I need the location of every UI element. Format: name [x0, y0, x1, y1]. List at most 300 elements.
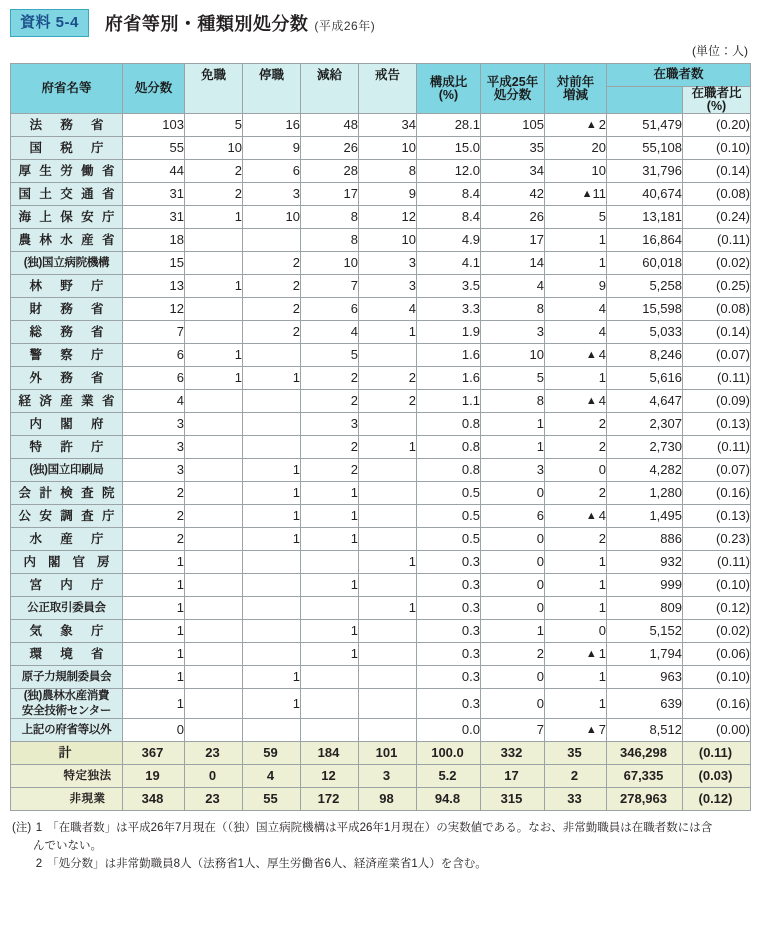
cell-pay-cut: 2: [301, 459, 359, 482]
cell-staff-count: 5,033: [607, 321, 683, 344]
row-label: 特 許 庁: [11, 436, 123, 459]
table-row: [11, 528, 751, 551]
cell-suspension: [243, 551, 301, 574]
cell-prev-year: 42: [481, 183, 545, 206]
row-label: 林 野 庁: [11, 275, 123, 298]
table-body: [11, 114, 751, 811]
row-label: 環 境 省: [11, 643, 123, 666]
row-label: (独)国立印刷局: [11, 459, 123, 482]
cell-pay-cut: 1: [301, 528, 359, 551]
cell-suspension: 2: [243, 275, 301, 298]
cell-dismissal: [185, 551, 243, 574]
cell-suspension: [243, 597, 301, 620]
row-label: 総 務 省: [11, 321, 123, 344]
col-header-staff-ratio-l2: (%): [706, 99, 727, 114]
cell-reprimand: [359, 643, 417, 666]
col-header-staff-ratio-l1: 在職者比: [691, 86, 742, 100]
negative-triangle-icon: ▲: [585, 119, 597, 132]
cell-composition-ratio: 0.5: [417, 505, 481, 528]
cell-reprimand: [359, 574, 417, 597]
cell-total: 1: [123, 620, 185, 643]
cell-composition-ratio: 0.8: [417, 413, 481, 436]
cell-pay-cut: 10: [301, 252, 359, 275]
cell-staff-ratio: (0.07): [683, 344, 751, 367]
cell-total: 7: [123, 321, 185, 344]
cell-composition-ratio: 1.6: [417, 367, 481, 390]
summary-sub-cell-ratio: 94.8: [417, 788, 481, 811]
cell-total: 31: [123, 206, 185, 229]
unit-note: (単位：人): [692, 44, 748, 58]
cell-composition-ratio: 1.9: [417, 321, 481, 344]
summary-sub-cell-teishoku: 4: [243, 765, 301, 788]
summary-sub-cell-delta: 33: [545, 788, 607, 811]
cell-staff-ratio: (0.11): [683, 551, 751, 574]
cell-prev-year: 5: [481, 367, 545, 390]
summary-cell-teishoku: 59: [243, 742, 301, 765]
cell-yoy-change: 1: [545, 229, 607, 252]
cell-total: 2: [123, 505, 185, 528]
row-label: 法 務 省: [11, 114, 123, 137]
col-header-genkyu: 減給: [301, 64, 359, 87]
cell-reprimand: 3: [359, 252, 417, 275]
cell-reprimand: [359, 413, 417, 436]
cell-prev-year: 3: [481, 459, 545, 482]
row-label: 内 閣 官 房: [11, 551, 123, 574]
cell-pay-cut: 26: [301, 137, 359, 160]
table-row: [11, 390, 751, 413]
col-header-composition-ratio-l1: 構成比: [429, 74, 468, 89]
cell-composition-ratio: 4.9: [417, 229, 481, 252]
summary-cell-prev: 332: [481, 742, 545, 765]
table-row: [11, 183, 751, 206]
row-label: 原子力規制委員会: [11, 666, 123, 689]
cell-staff-count: 639: [607, 689, 683, 719]
cell-reprimand: 34: [359, 114, 417, 137]
cell-staff-ratio: (0.02): [683, 252, 751, 275]
summary-sub-cell-staff: 278,963: [607, 788, 683, 811]
cell-dismissal: [185, 574, 243, 597]
cell-composition-ratio: 8.4: [417, 183, 481, 206]
resource-badge: 資料 5-4: [10, 9, 89, 37]
cell-total: 6: [123, 344, 185, 367]
cell-suspension: 6: [243, 160, 301, 183]
cell-pay-cut: 1: [301, 482, 359, 505]
cell-prev-year: 0: [481, 482, 545, 505]
cell-staff-ratio: (0.00): [683, 719, 751, 742]
cell-staff-ratio: (0.10): [683, 137, 751, 160]
table-row: [11, 482, 751, 505]
cell-yoy-change: 0: [545, 620, 607, 643]
cell-pay-cut: 8: [301, 229, 359, 252]
col-header-menshoku-spacer: [185, 87, 243, 114]
cell-composition-ratio: 0.8: [417, 436, 481, 459]
cell-total: 31: [123, 183, 185, 206]
footnote-1-number: 1: [35, 822, 43, 834]
table-row: [11, 436, 751, 459]
table-row: [11, 298, 751, 321]
col-header-composition-ratio: [417, 64, 481, 114]
table-row: [11, 666, 751, 689]
cell-reprimand: 3: [359, 275, 417, 298]
summary-sub-cell-staff-ratio: (0.12): [683, 788, 751, 811]
cell-staff-count: 1,495: [607, 505, 683, 528]
cell-staff-count: 932: [607, 551, 683, 574]
cell-suspension: 16: [243, 114, 301, 137]
cell-yoy-change: 20: [545, 137, 607, 160]
page-title: [105, 10, 375, 36]
cell-reprimand: 10: [359, 137, 417, 160]
cell-reprimand: 1: [359, 551, 417, 574]
cell-pay-cut: 1: [301, 505, 359, 528]
cell-composition-ratio: 4.1: [417, 252, 481, 275]
cell-dismissal: [185, 528, 243, 551]
cell-suspension: [243, 229, 301, 252]
cell-staff-ratio: (0.24): [683, 206, 751, 229]
cell-dismissal: [185, 597, 243, 620]
summary-cell-delta: 35: [545, 742, 607, 765]
cell-total: 55: [123, 137, 185, 160]
col-header-teishoku: 停職: [243, 64, 301, 87]
cell-staff-count: 51,479: [607, 114, 683, 137]
cell-suspension: [243, 344, 301, 367]
cell-reprimand: 12: [359, 206, 417, 229]
cell-suspension: 1: [243, 666, 301, 689]
cell-total: 12: [123, 298, 185, 321]
col-header-prev-year-l1: 平成25年: [486, 74, 539, 89]
footnote-2: [12, 856, 748, 874]
row-label: 気 象 庁: [11, 620, 123, 643]
cell-prev-year: 35: [481, 137, 545, 160]
cell-pay-cut: [301, 719, 359, 742]
cell-staff-ratio: (0.13): [683, 505, 751, 528]
table-row: [11, 114, 751, 137]
cell-suspension: 10: [243, 206, 301, 229]
cell-staff-count: 999: [607, 574, 683, 597]
cell-staff-count: 13,181: [607, 206, 683, 229]
row-label: 財 務 省: [11, 298, 123, 321]
cell-pay-cut: 2: [301, 436, 359, 459]
table-row: [11, 367, 751, 390]
cell-total: 2: [123, 528, 185, 551]
col-header-yoy-change-l2: 増減: [562, 87, 588, 102]
cell-prev-year: 0: [481, 551, 545, 574]
cell-pay-cut: 3: [301, 413, 359, 436]
cell-suspension: [243, 413, 301, 436]
cell-prev-year: 1: [481, 436, 545, 459]
cell-dismissal: [185, 643, 243, 666]
row-label: (独)国立病院機構: [11, 252, 123, 275]
cell-staff-count: 2,730: [607, 436, 683, 459]
cell-suspension: 1: [243, 367, 301, 390]
cell-composition-ratio: 0.8: [417, 459, 481, 482]
cell-staff-ratio: (0.10): [683, 574, 751, 597]
cell-composition-ratio: 0.5: [417, 482, 481, 505]
cell-staff-ratio: (0.13): [683, 413, 751, 436]
cell-pay-cut: 1: [301, 574, 359, 597]
cell-staff-count: 8,512: [607, 719, 683, 742]
cell-staff-count: 55,108: [607, 137, 683, 160]
cell-prev-year: 0: [481, 666, 545, 689]
row-label: 農 林 水 産 省: [11, 229, 123, 252]
cell-yoy-change: 10: [545, 160, 607, 183]
summary-sub-cell-staff-ratio: (0.03): [683, 765, 751, 788]
cell-composition-ratio: 1.1: [417, 390, 481, 413]
cell-reprimand: [359, 482, 417, 505]
col-header-name: 府省名等: [11, 64, 123, 114]
cell-pay-cut: [301, 689, 359, 719]
cell-pay-cut: [301, 666, 359, 689]
disciplinary-actions-table: [10, 63, 751, 811]
cell-pay-cut: 1: [301, 643, 359, 666]
cell-staff-ratio: (0.16): [683, 689, 751, 719]
cell-dismissal: 2: [185, 183, 243, 206]
cell-pay-cut: 8: [301, 206, 359, 229]
cell-staff-count: 809: [607, 597, 683, 620]
cell-prev-year: 14: [481, 252, 545, 275]
cell-staff-ratio: (0.11): [683, 436, 751, 459]
footnotes: [0, 811, 760, 873]
footnote-1: [12, 820, 748, 838]
cell-staff-count: 5,616: [607, 367, 683, 390]
cell-dismissal: [185, 620, 243, 643]
cell-staff-ratio: (0.25): [683, 275, 751, 298]
cell-suspension: 2: [243, 252, 301, 275]
cell-reprimand: [359, 528, 417, 551]
footnote-2-text: 「処分数」は非常勤職員8人（法務省1人、厚生労働省6人、経済産業省1人）を含む。: [47, 857, 487, 870]
cell-yoy-change: 2: [545, 482, 607, 505]
cell-staff-count: 886: [607, 528, 683, 551]
summary-cell-genkyu: 184: [301, 742, 359, 765]
page-title-text: 府省等別・種類別処分数: [104, 13, 309, 34]
cell-dismissal: [185, 459, 243, 482]
cell-reprimand: [359, 344, 417, 367]
col-header-staff-count: [607, 87, 683, 114]
cell-total: 18: [123, 229, 185, 252]
col-header-teishoku-spacer: [243, 87, 301, 114]
cell-staff-count: 15,598: [607, 298, 683, 321]
table-row: [11, 459, 751, 482]
cell-suspension: 1: [243, 459, 301, 482]
cell-composition-ratio: 0.3: [417, 551, 481, 574]
cell-yoy-change: ▲ 7: [545, 719, 607, 742]
negative-triangle-icon: ▲: [585, 349, 597, 362]
cell-total: 13: [123, 275, 185, 298]
table-row: [11, 620, 751, 643]
cell-total: 1: [123, 666, 185, 689]
cell-prev-year: 0: [481, 574, 545, 597]
cell-staff-count: 1,280: [607, 482, 683, 505]
summary-sub-cell-kaikoku: 98: [359, 788, 417, 811]
cell-prev-year: 17: [481, 229, 545, 252]
cell-suspension: 3: [243, 183, 301, 206]
cell-staff-ratio: (0.08): [683, 298, 751, 321]
cell-dismissal: [185, 666, 243, 689]
summary-sub-row: [11, 765, 751, 788]
cell-composition-ratio: 0.5: [417, 528, 481, 551]
summary-sub-label: 非現業: [11, 788, 123, 811]
summary-sub-label: 特定独法: [11, 765, 123, 788]
cell-yoy-change: 4: [545, 298, 607, 321]
cell-yoy-change: 9: [545, 275, 607, 298]
header-row-1: [11, 64, 751, 87]
cell-prev-year: 7: [481, 719, 545, 742]
cell-reprimand: 4: [359, 298, 417, 321]
cell-yoy-change: ▲ 1: [545, 643, 607, 666]
cell-suspension: 1: [243, 482, 301, 505]
table-row: [11, 689, 751, 719]
cell-staff-ratio: (0.14): [683, 160, 751, 183]
cell-yoy-change: 2: [545, 528, 607, 551]
cell-yoy-change: 4: [545, 321, 607, 344]
table-row: [11, 505, 751, 528]
col-header-staff-ratio: [683, 87, 751, 114]
cell-suspension: 9: [243, 137, 301, 160]
summary-cell-ratio: 100.0: [417, 742, 481, 765]
cell-dismissal: 1: [185, 367, 243, 390]
cell-total: 3: [123, 436, 185, 459]
table-header: [11, 64, 751, 114]
summary-sub-cell-ratio: 5.2: [417, 765, 481, 788]
cell-composition-ratio: 15.0: [417, 137, 481, 160]
summary-cell-kaikoku: 101: [359, 742, 417, 765]
cell-pay-cut: 2: [301, 367, 359, 390]
summary-sub-cell-teishoku: 55: [243, 788, 301, 811]
col-header-total: 処分数: [123, 64, 185, 114]
cell-total: 15: [123, 252, 185, 275]
cell-yoy-change: 2: [545, 436, 607, 459]
table-row: [11, 160, 751, 183]
cell-dismissal: 2: [185, 160, 243, 183]
cell-total: 1: [123, 574, 185, 597]
table-row: [11, 574, 751, 597]
cell-total: 0: [123, 719, 185, 742]
cell-pay-cut: 7: [301, 275, 359, 298]
cell-pay-cut: 1: [301, 620, 359, 643]
cell-staff-count: 60,018: [607, 252, 683, 275]
cell-reprimand: 1: [359, 321, 417, 344]
cell-prev-year: 0: [481, 689, 545, 719]
cell-composition-ratio: 12.0: [417, 160, 481, 183]
cell-yoy-change: 1: [545, 252, 607, 275]
cell-staff-ratio: (0.10): [683, 666, 751, 689]
cell-staff-count: 5,258: [607, 275, 683, 298]
cell-prev-year: 0: [481, 597, 545, 620]
cell-prev-year: 8: [481, 298, 545, 321]
cell-dismissal: [185, 390, 243, 413]
row-label: 会 計 検 査 院: [11, 482, 123, 505]
cell-pay-cut: [301, 551, 359, 574]
table-row: [11, 137, 751, 160]
cell-prev-year: 3: [481, 321, 545, 344]
cell-dismissal: [185, 436, 243, 459]
row-label: 警 察 庁: [11, 344, 123, 367]
cell-suspension: [243, 620, 301, 643]
summary-cell-total: 367: [123, 742, 185, 765]
summary-sub-cell-genkyu: 12: [301, 765, 359, 788]
cell-staff-count: 963: [607, 666, 683, 689]
row-label: 宮 内 庁: [11, 574, 123, 597]
negative-triangle-icon: ▲: [585, 724, 597, 737]
row-label: 厚 生 労 働 省: [11, 160, 123, 183]
cell-composition-ratio: 0.0: [417, 719, 481, 742]
cell-reprimand: [359, 689, 417, 719]
cell-dismissal: 1: [185, 344, 243, 367]
cell-composition-ratio: 0.3: [417, 597, 481, 620]
cell-yoy-change: ▲ 2: [545, 114, 607, 137]
cell-dismissal: [185, 229, 243, 252]
cell-dismissal: [185, 252, 243, 275]
row-label: 水 産 庁: [11, 528, 123, 551]
page-header: [0, 0, 760, 36]
footnote-1-text: 「在職者数」は平成26年7月現在（（独）国立病院機構は平成26年1月現在）の実数値である。なお、非常勤職員は在職者数には含: [47, 822, 713, 834]
cell-staff-ratio: (0.11): [683, 229, 751, 252]
cell-pay-cut: 4: [301, 321, 359, 344]
cell-pay-cut: 48: [301, 114, 359, 137]
table-row: [11, 344, 751, 367]
cell-prev-year: 2: [481, 643, 545, 666]
cell-prev-year: 105: [481, 114, 545, 137]
cell-staff-count: 1,794: [607, 643, 683, 666]
summary-sub-cell-total: 19: [123, 765, 185, 788]
cell-suspension: [243, 436, 301, 459]
summary-sub-cell-total: 348: [123, 788, 185, 811]
row-label: 外 務 省: [11, 367, 123, 390]
cell-total: 103: [123, 114, 185, 137]
table-row: [11, 551, 751, 574]
summary-sub-cell-staff: 67,335: [607, 765, 683, 788]
cell-staff-count: 8,246: [607, 344, 683, 367]
col-header-prev-year: [481, 64, 545, 114]
cell-total: 1: [123, 597, 185, 620]
summary-sub-cell-menshoku: 23: [185, 788, 243, 811]
table-row: [11, 321, 751, 344]
summary-sub-cell-genkyu: 172: [301, 788, 359, 811]
cell-prev-year: 0: [481, 528, 545, 551]
cell-reprimand: [359, 719, 417, 742]
cell-yoy-change: 1: [545, 367, 607, 390]
cell-dismissal: [185, 413, 243, 436]
summary-sub-cell-prev: 315: [481, 788, 545, 811]
cell-pay-cut: 28: [301, 160, 359, 183]
negative-triangle-icon: ▲: [585, 648, 597, 661]
cell-composition-ratio: 3.5: [417, 275, 481, 298]
footnote-2-number: 2: [35, 857, 43, 870]
cell-composition-ratio: 0.3: [417, 620, 481, 643]
table-row: [11, 719, 751, 742]
cell-total: 1: [123, 689, 185, 719]
cell-dismissal: [185, 505, 243, 528]
cell-yoy-change: 1: [545, 597, 607, 620]
cell-reprimand: 10: [359, 229, 417, 252]
col-header-genkyu-spacer: [301, 87, 359, 114]
summary-sub-row: [11, 788, 751, 811]
row-label: 国 土 交 通 省: [11, 183, 123, 206]
row-label: (独)農林水産消費 安全技術センター: [11, 689, 123, 719]
cell-suspension: 1: [243, 689, 301, 719]
cell-staff-count: 16,864: [607, 229, 683, 252]
cell-suspension: [243, 574, 301, 597]
negative-triangle-icon: ▲: [585, 395, 597, 408]
cell-total: 1: [123, 643, 185, 666]
cell-suspension: 2: [243, 321, 301, 344]
cell-reprimand: 9: [359, 183, 417, 206]
cell-composition-ratio: 8.4: [417, 206, 481, 229]
cell-total: 1: [123, 551, 185, 574]
cell-yoy-change: 0: [545, 459, 607, 482]
cell-staff-ratio: (0.08): [683, 183, 751, 206]
cell-staff-count: 4,647: [607, 390, 683, 413]
cell-staff-count: 31,796: [607, 160, 683, 183]
